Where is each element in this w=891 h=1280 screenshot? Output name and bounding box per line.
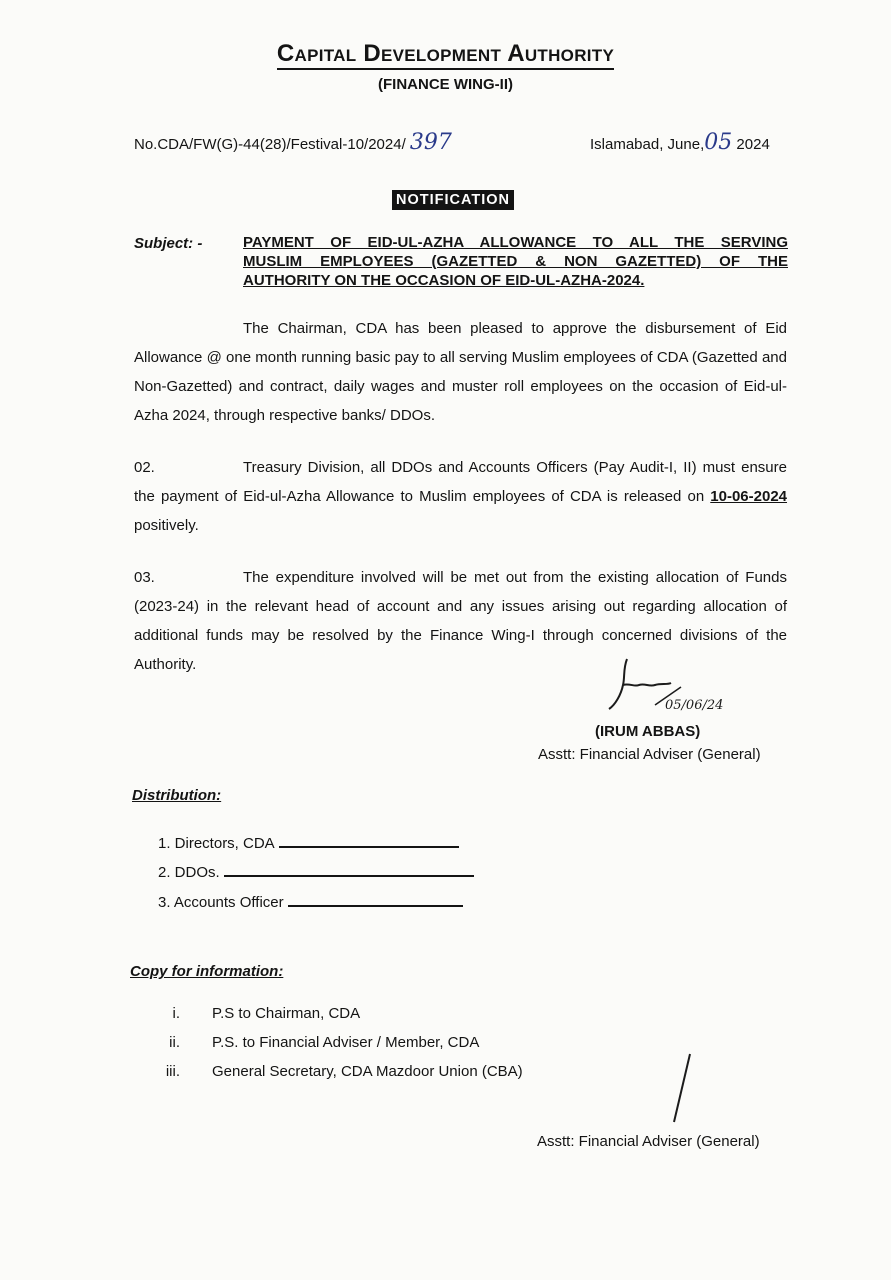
signature-line xyxy=(279,845,459,848)
signature-icon xyxy=(595,655,765,715)
notification-label: NOTIFICATION xyxy=(392,190,514,210)
paragraph-1-text: The Chairman, CDA has been pleased to approve the disbursement of Eid Allowance @ one month running basic pay to all serving Muslim employees of CDA (Gazetted and Non-Gazetted) and contract, daily wages and muster roll employees on the occasion of Eid-ul-Azha 2024, through respective banks/ DDOs. xyxy=(134,320,787,424)
distribution-item-label: 3. Accounts Officer xyxy=(158,894,284,911)
copy-item-number: i. xyxy=(172,1005,180,1022)
subject-text xyxy=(243,233,788,290)
subject-line-1: PAYMENT OF EID-UL-AZHA ALLOWANCE TO ALL THE SERVING xyxy=(243,234,788,251)
reference-number-printed: No.CDA/FW(G)-44(28)/Festival-10/2024/ xyxy=(134,136,406,153)
copy-heading: Copy for information: xyxy=(130,963,284,980)
paragraph-3-number: 03. xyxy=(134,569,155,586)
subject-label: Subject: - xyxy=(134,235,203,252)
copy-item-text: General Secretary, CDA Mazdoor Union (CBA) xyxy=(212,1063,523,1080)
paragraph-1 xyxy=(134,314,787,430)
organization-name: Capital Development Authority xyxy=(277,40,614,70)
footer-designation: Asstt: Financial Adviser (General) xyxy=(537,1133,760,1150)
paragraph-2 xyxy=(134,453,787,540)
day-handwritten: 05 xyxy=(704,130,733,155)
signature-line xyxy=(288,904,463,907)
copy-item-text: P.S to Chairman, CDA xyxy=(212,1005,361,1022)
subject-line-3: AUTHORITY ON THE OCCASION OF EID-UL-AZHA-2024. xyxy=(243,272,645,289)
distribution-item-label: 1. Directors, CDA xyxy=(158,835,275,852)
signature-line xyxy=(224,874,474,877)
reference-number xyxy=(134,130,452,155)
copy-item-number: ii. xyxy=(169,1034,180,1051)
paragraph-2-tail: positively. xyxy=(134,517,199,534)
place-date xyxy=(590,130,770,155)
distribution-heading: Distribution: xyxy=(132,787,222,804)
release-date: 10-06-2024 xyxy=(710,488,788,505)
initial-mark-icon xyxy=(660,1050,700,1130)
place-printed: Islamabad, June, xyxy=(590,136,705,153)
paragraph-2-number: 02. xyxy=(134,459,155,476)
organization-title xyxy=(0,40,891,68)
signatory-name: (IRUM ABBAS) xyxy=(595,723,701,740)
distribution-item-label: 2. DDOs. xyxy=(158,864,220,881)
distribution-item xyxy=(158,894,463,911)
subject-line-2: MUSLIM EMPLOYEES (GAZETTED & NON GAZETTED) OF THE xyxy=(243,253,788,270)
copy-item-number: iii. xyxy=(165,1063,180,1080)
paragraph-2-text: Treasury Division, all DDOs and Accounts Officers (Pay Audit-I, II) must ensure the payment of Eid-ul-Azha Allowance to Muslim employees of CDA is released on xyxy=(134,459,787,505)
paragraph-3-text: The expenditure involved will be met out from the existing allocation of Funds (2023-24) in the relevant head of account and any issues arising out regarding allocation of additional funds may be resolved by the Finance Wing-I through concerned divisions of the Authority. xyxy=(134,569,787,673)
signatory-designation: Asstt: Financial Adviser (General) xyxy=(538,746,761,763)
signature-date: 05/06/24 xyxy=(665,698,724,713)
year: 2024 xyxy=(736,136,770,153)
reference-number-handwritten: 397 xyxy=(409,130,452,155)
copy-item-text: P.S. to Financial Adviser / Member, CDA xyxy=(212,1034,480,1051)
distribution-item xyxy=(158,835,459,852)
distribution-item xyxy=(158,864,474,881)
wing-subtitle: (FINANCE WING-II) xyxy=(378,76,513,93)
